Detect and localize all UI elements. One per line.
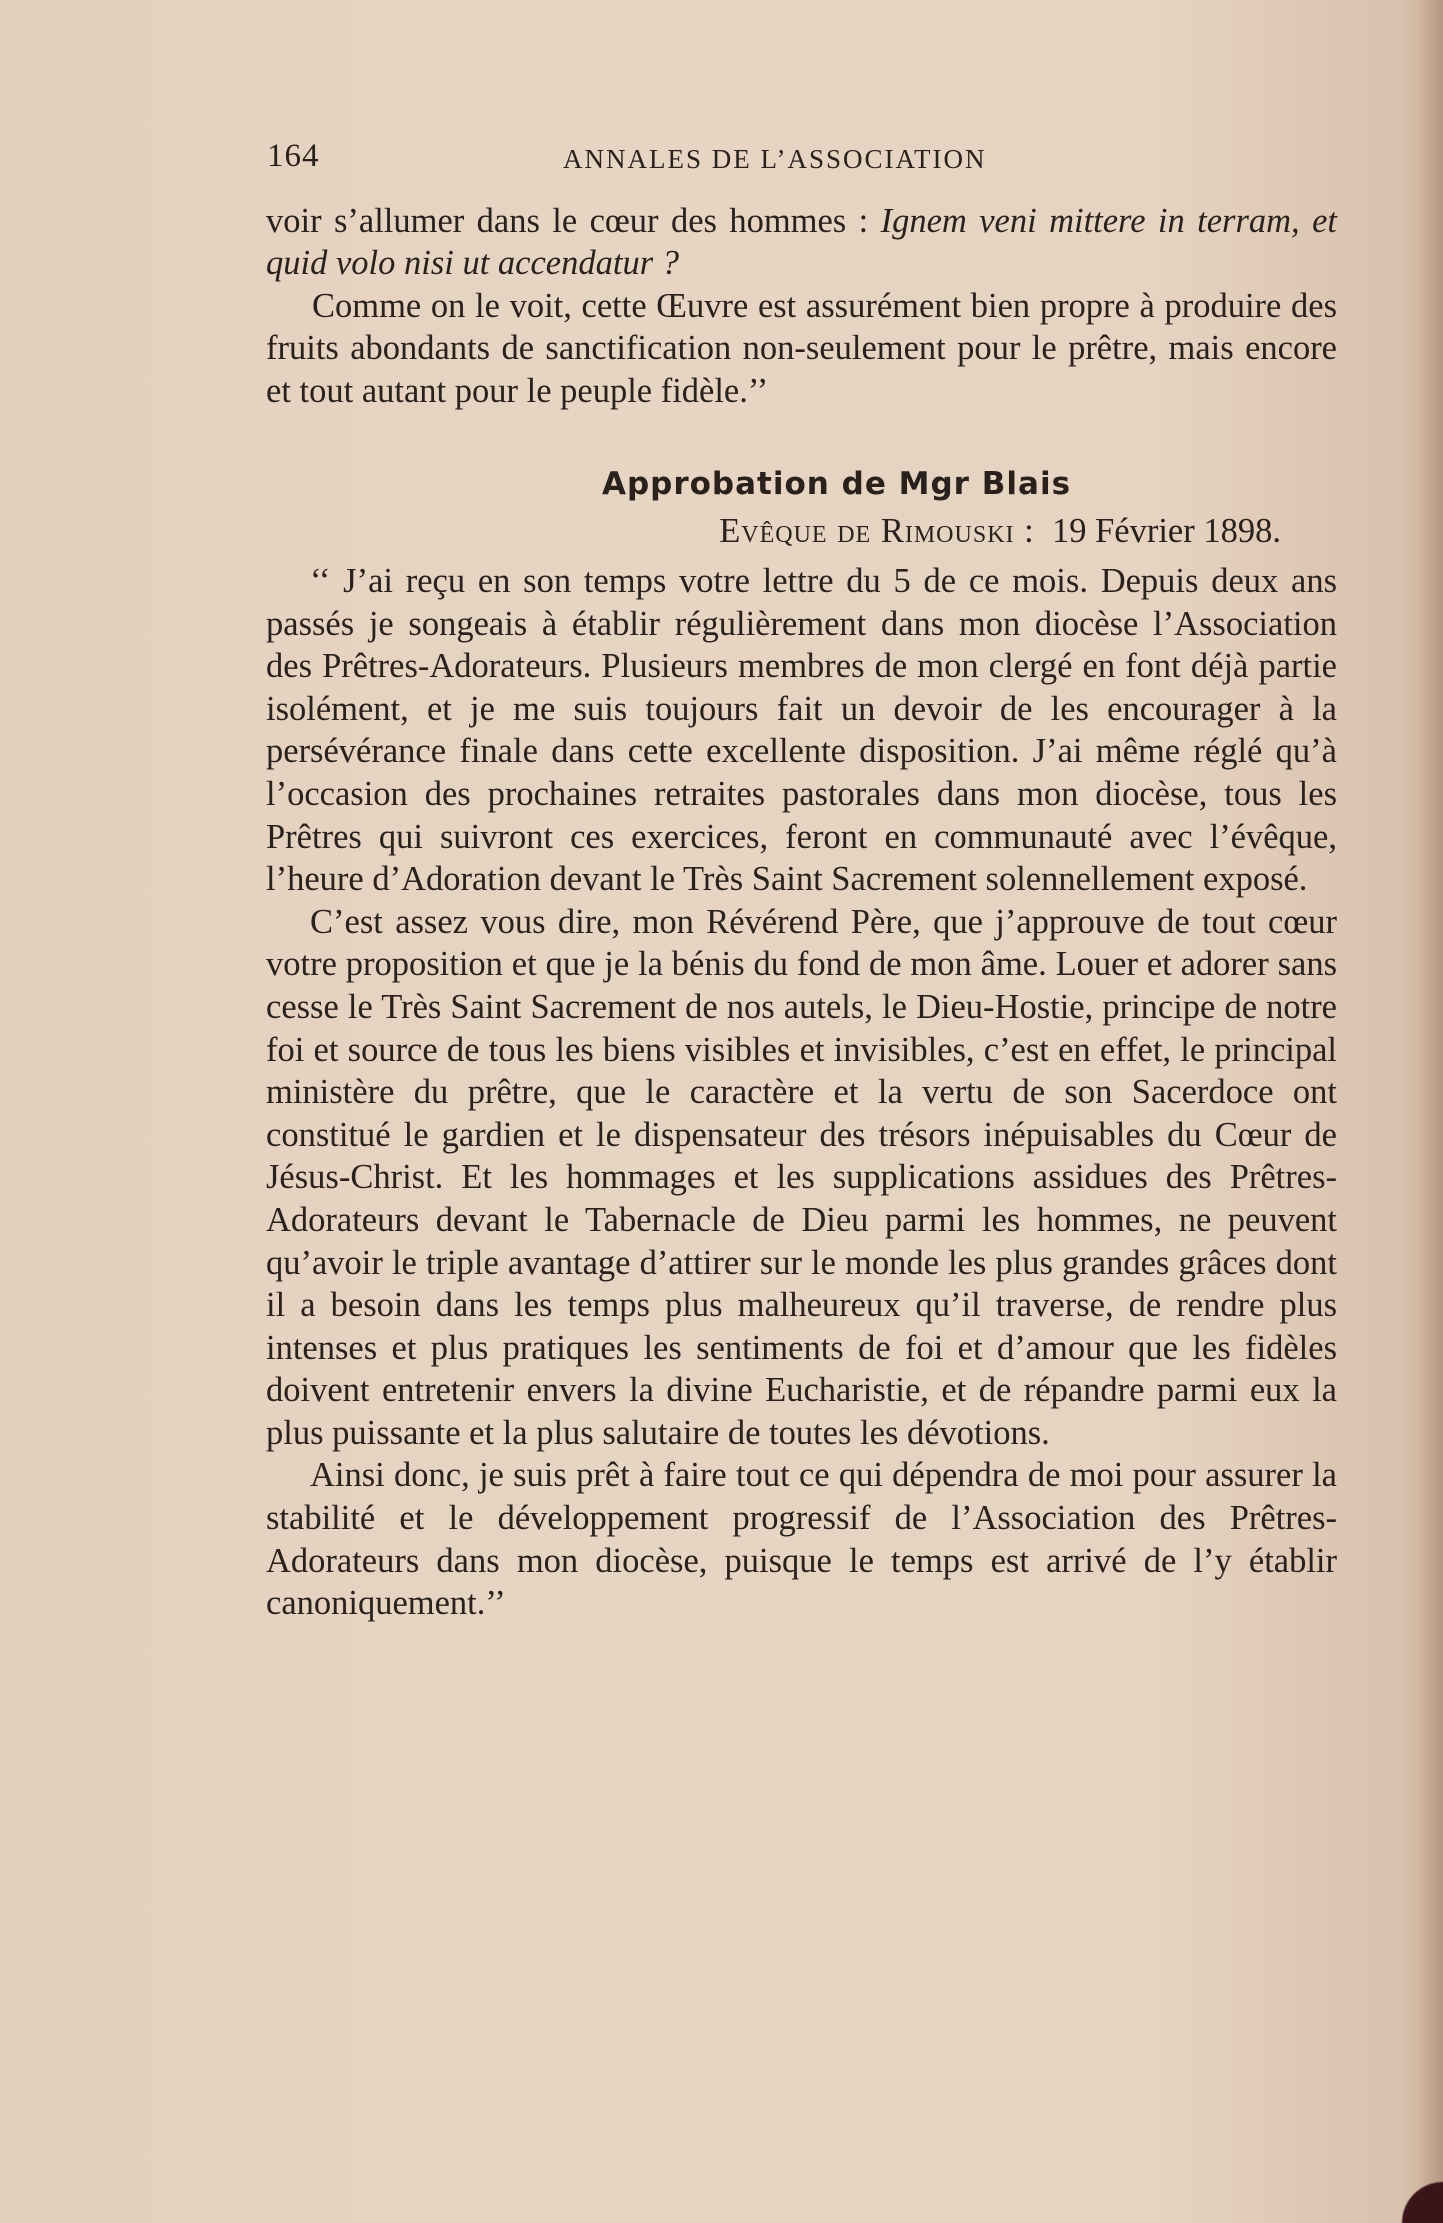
latin-quote: Ignem veni mittere in terram, et quid volo nisi ut accendatur ?	[266, 202, 1337, 283]
page-header	[267, 138, 1345, 178]
intro-paragraph-2: Comme on le voit, cette Œuvre est assurément bien propre à produire des fruits abondants de sanctification non-seulement pour le prêtre, mais encore et tout autant pour le peuple fidèle.’’	[266, 286, 1337, 410]
letter-date: 19 Février 1898.	[1051, 512, 1281, 550]
intro-paragraph-1	[266, 200, 1337, 285]
letter-body	[266, 560, 1337, 1625]
date-line	[266, 512, 1337, 551]
section-title: Approbation de Mgr Blais	[601, 466, 1072, 502]
intro-text	[266, 200, 1337, 412]
see-name: Evêque de Rimouski :	[719, 512, 1035, 550]
letter-paragraph-1: ‘‘ J’ai reçu en son temps votre lettre du 5 de ce mois. Depuis deux ans passés je songeais à établir régulièrement dans mon diocèse l’Association des Prêtres-Adorateurs. Plusieurs membres de mon clergé en font déjà partie isolément, et je me suis toujours fait un devoir de les encourager à la persévérance finale dans cette excellente disposition. J’ai même réglé qu’à l’occasion des prochaines retraites pastorales dans mon diocèse, tous les Prêtres qui suivront ces exercices, feront en communauté avec l’évêque, l’heure d’Adoration devant le Très Saint Sacrement solennellement exposé.	[266, 562, 1337, 899]
letter-paragraph-2: C’est assez vous dire, mon Révérend Père, que j’approuve de tout cœur votre proposition et que je la bénis du fond de mon âme. Louer et adorer sans cesse le Très Saint Sacrement de nos autels, le Dieu-Hostie, principe de notre foi et source de tous les biens visibles et invisibles, c’est en effet, le principal ministère du prêtre, que le caractère et la vertu de son Sacerdoce ont constitué le gardien et le dispensateur des trésors inépuisables du Cœur de Jésus-Christ. Et les hommages et les supplications assidues des Prêtres-Adorateurs devant le Tabernacle de Dieu parmi les hommes, ne peuvent qu’avoir le triple avantage d’attirer sur le monde les plus grandes grâces dont il a besoin dans les temps plus malheureux qu’il traverse, de rendre plus intenses et plus pratiques les sentiments de foi et d’amour que les fidèles doivent entretenir envers la divine Eucharistie, et de répandre parmi eux la plus puissante et la plus salutaire de toutes les dévotions.	[266, 902, 1337, 1452]
corner-mark	[1373, 2153, 1443, 2223]
page-edge-shadow	[1417, 0, 1443, 2223]
letter-paragraph-3: Ainsi donc, je suis prêt à faire tout ce qui dépendra de moi pour assurer la stabilité et le développement progressif de l’Association des Prêtres-Adorateurs dans mon diocèse, puisque le temps est arrivé de l’y établir canoniquement.’’	[266, 1456, 1337, 1623]
running-head: ANNALES DE L’ASSOCIATION	[563, 144, 987, 174]
intro-paragraph-1-text: voir s’allumer dans le cœur des hommes :	[266, 202, 881, 240]
page-number: 164	[267, 138, 320, 174]
